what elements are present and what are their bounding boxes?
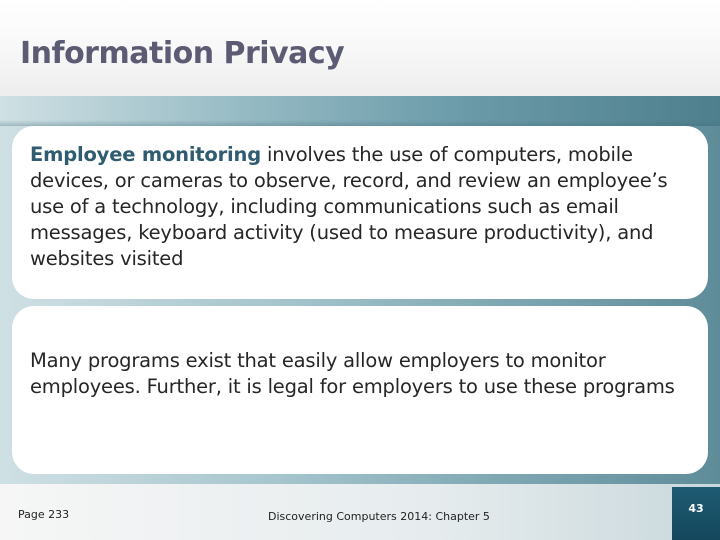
bullet-1-term: Employee monitoring [30, 143, 261, 166]
bullet-2-body: Many programs exist that easily allow employers to monitor employees. Further, it is legal for employers to use these programs [30, 349, 675, 398]
page-reference: Page 233 [18, 508, 70, 521]
title-divider-band [0, 96, 720, 126]
footer-text: Discovering Computers 2014: Chapter 5 [268, 510, 490, 523]
title-area [0, 0, 720, 96]
bullet-1-body: involves the use of computers, mobile devices, or cameras to observe, record, and review an employee’s use of a technology, including communications such as email messages, keyboard activity (used to measure productivity), and websites visited [30, 143, 668, 270]
bullet-2-text [30, 348, 678, 400]
content-box-2 [12, 306, 708, 474]
slide-title: Information Privacy [20, 36, 345, 71]
slide-number: 43 [672, 487, 720, 540]
content-box-1 [12, 126, 708, 299]
bullet-1-text [30, 142, 678, 272]
